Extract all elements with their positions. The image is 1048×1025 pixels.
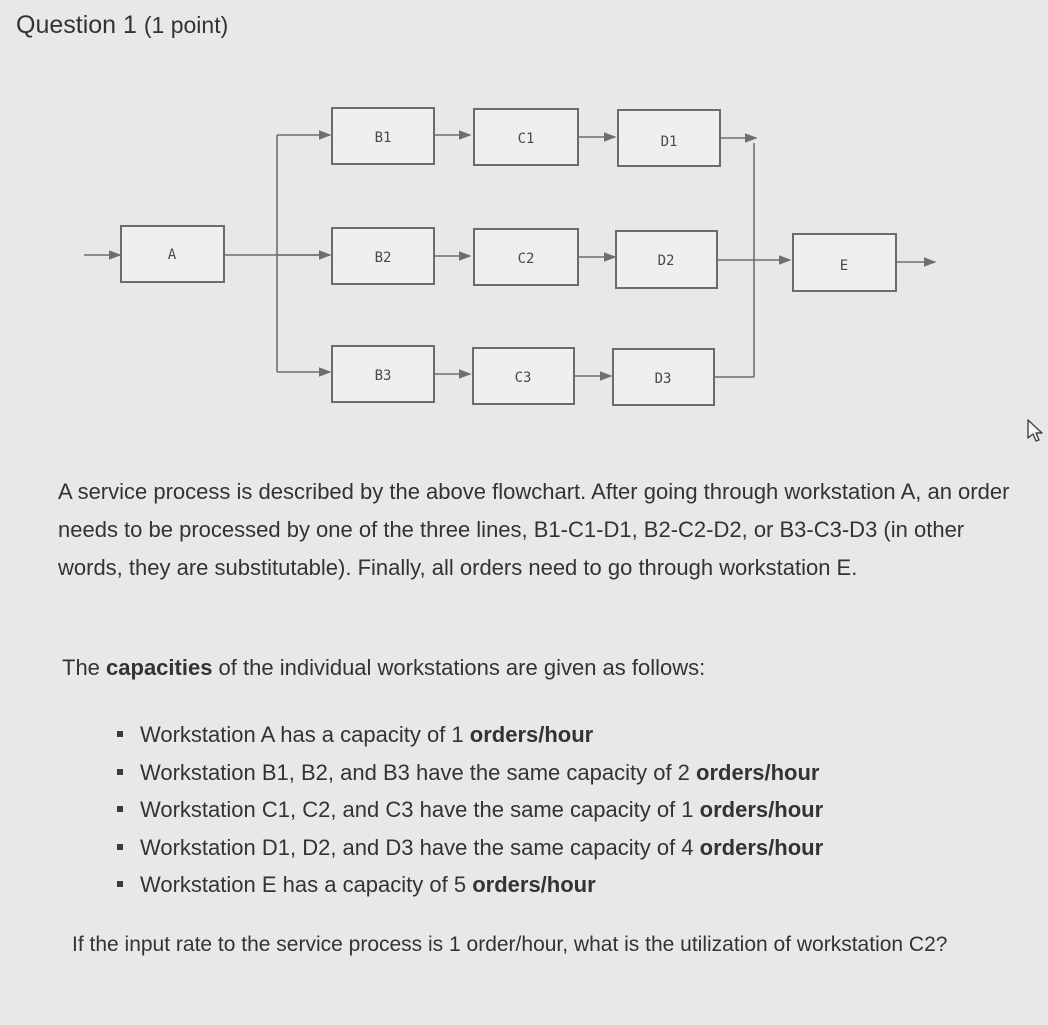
list-item: Workstation E has a capacity of 5 orders/hour <box>58 866 823 904</box>
svg-text:C1: C1 <box>517 131 535 147</box>
workstation-b3 <box>332 346 434 402</box>
workstation-b2 <box>332 228 434 284</box>
list-item: Workstation A has a capacity of 1 orders/hour <box>58 716 823 754</box>
capacities-intro-pre: The <box>62 655 107 680</box>
flowchart <box>0 0 1048 430</box>
svg-text:B2: B2 <box>374 250 392 266</box>
workstation-a <box>121 226 224 282</box>
workstation-c2 <box>474 229 578 285</box>
mouse-pointer-icon <box>1026 418 1044 444</box>
list-item: Workstation C1, C2, and C3 have the same capacity of 1 orders/hour <box>58 791 823 829</box>
workstation-d3 <box>613 349 714 405</box>
list-item: Workstation B1, B2, and B3 have the same capacity of 2 orders/hour <box>58 754 823 792</box>
svg-text:B3: B3 <box>374 368 392 384</box>
question-points: (1 point) <box>143 12 229 38</box>
svg-text:C3: C3 <box>514 370 532 386</box>
question-prompt: If the input rate to the service process is 1 order/hour, what is the utilization of workstation C2? <box>72 933 948 956</box>
question-title: Question 1 <box>16 11 137 39</box>
question-body <box>58 473 1018 897</box>
svg-text:C2: C2 <box>517 251 535 267</box>
svg-text:A: A <box>167 247 177 263</box>
workstation-b1 <box>332 108 434 164</box>
list-item: Workstation D1, D2, and D3 have the same capacity of 4 orders/hour <box>58 829 823 867</box>
capacities-intro-bold: capacities <box>106 655 213 680</box>
capacities-intro <box>62 649 705 687</box>
workstation-d2 <box>616 231 717 288</box>
workstation-c1 <box>474 109 578 165</box>
svg-text:D1: D1 <box>660 134 678 150</box>
capacities-intro-post: of the individual workstations are given as follows: <box>212 655 706 680</box>
workstation-d1 <box>618 110 720 166</box>
svg-text:D3: D3 <box>654 371 672 387</box>
svg-text:E: E <box>839 258 849 274</box>
svg-text:D2: D2 <box>657 253 675 269</box>
capacity-list <box>58 716 823 904</box>
workstation-c3 <box>473 348 574 404</box>
process-description: A service process is described by the above flowchart. After going through workstation A, an order needs to be processed by one of the three lines, B1-C1-D1, B2-C2-D2, or B3-C3-D3 (in other words, they are substitutable). Finally, all orders need to go through workstation E. <box>58 479 1010 580</box>
workstation-e <box>793 234 896 291</box>
svg-text:B1: B1 <box>374 130 392 146</box>
